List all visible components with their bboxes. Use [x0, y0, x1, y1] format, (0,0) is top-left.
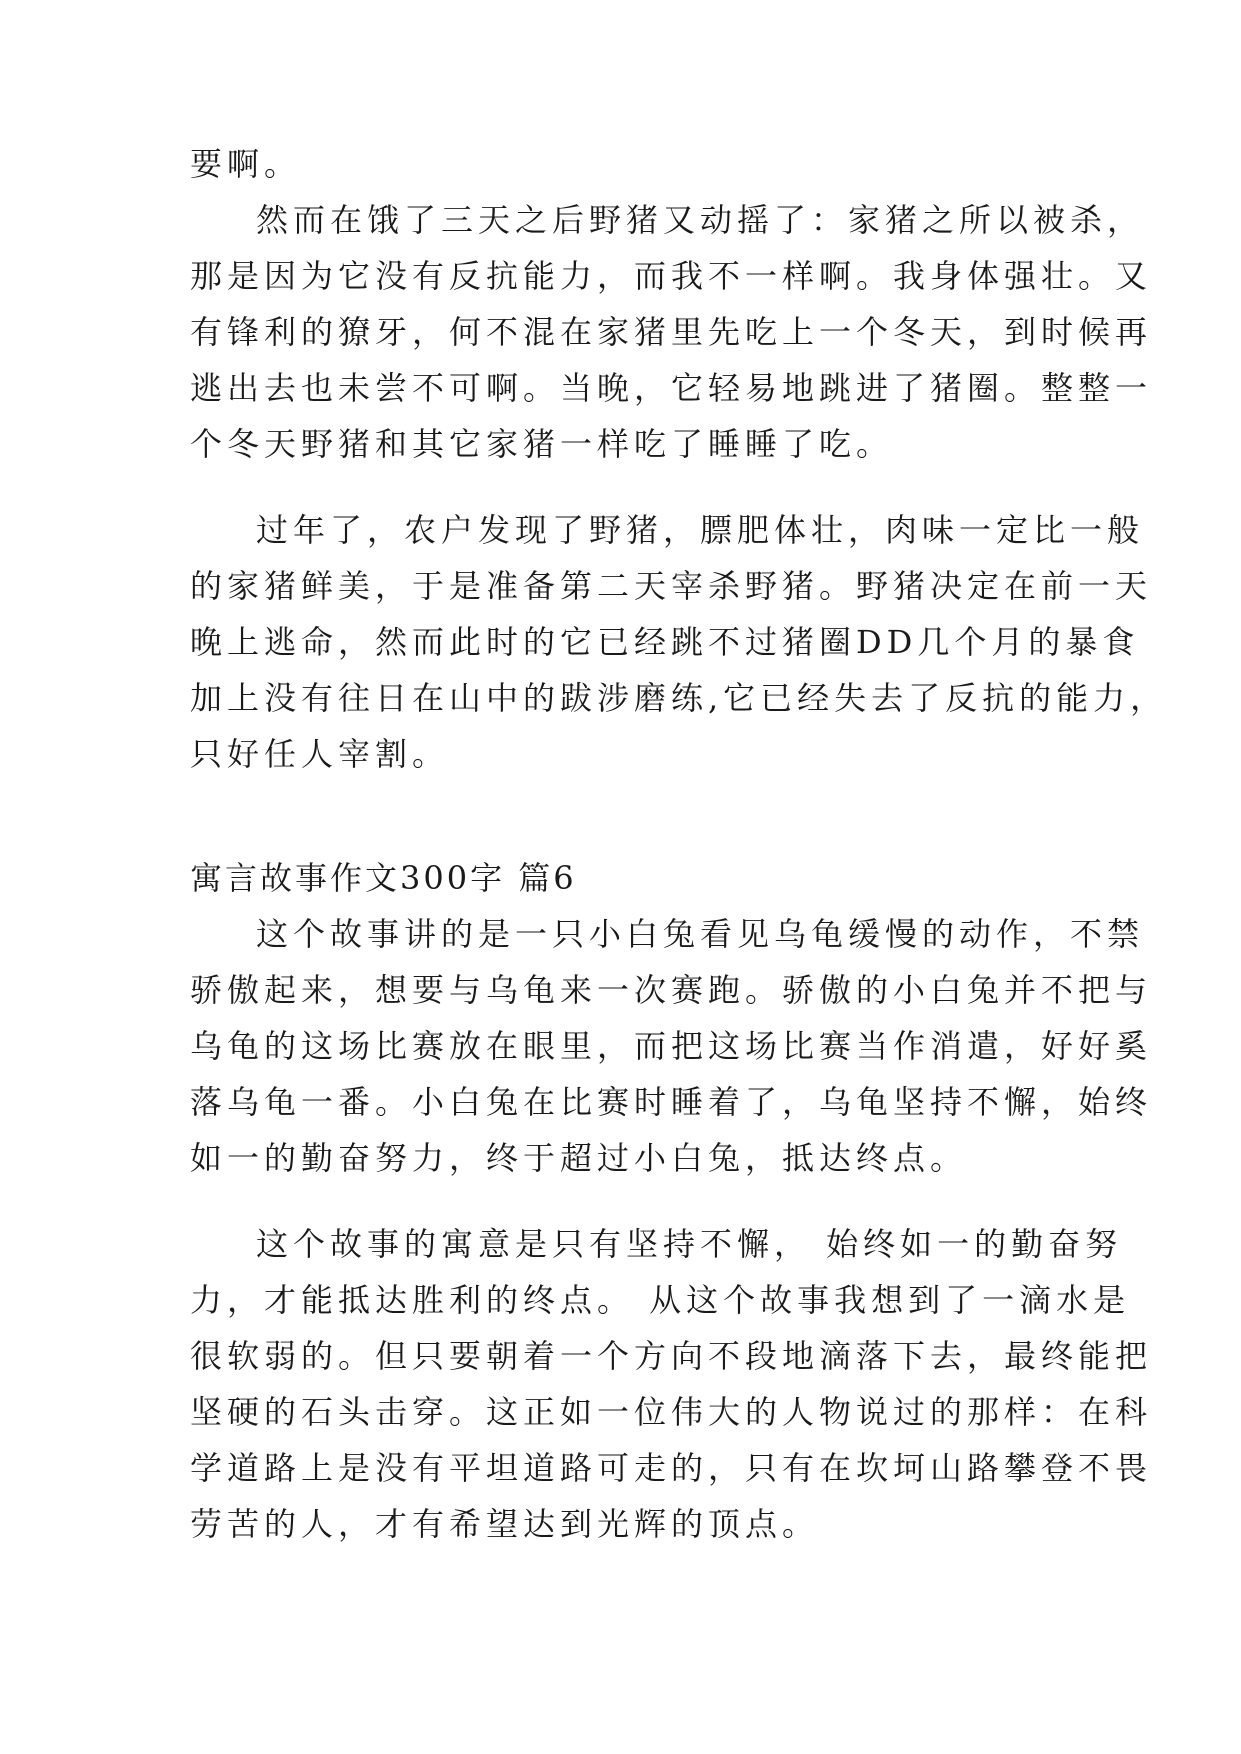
text-line: 的家猪鲜美，于是准备第二天宰杀野猪。野猪决定在前一天	[190, 567, 1153, 605]
text-line: 个冬天野猪和其它家猪一样吃了睡睡了吃。	[190, 425, 894, 463]
text-line: 只好任人宰割。	[190, 735, 450, 773]
text-line: 骄傲起来，想要与乌龟来一次赛跑。骄傲的小白兔并不把与	[190, 971, 1153, 1009]
text-line: 这个故事讲的是一只小白兔看见乌龟缓慢的动作，不禁	[256, 915, 1145, 953]
text-line: 那是因为它没有反抗能力，而我不一样啊。我身体强壮。又	[190, 257, 1153, 295]
text-line: 力，才能抵达胜利的终点。 从这个故事我想到了一滴水是	[190, 1281, 1131, 1319]
text-line: 劳苦的人，才有希望达到光辉的顶点。	[190, 1505, 820, 1543]
text-line: 如一的勤奋努力，终于超过小白兔，抵达终点。	[190, 1139, 968, 1177]
text-line: 很软弱的。但只要朝着一个方向不段地滴落下去，最终能把	[190, 1337, 1153, 1375]
text-line: 乌龟的这场比赛放在眼里，而把这场比赛当作消遣，好好奚	[190, 1027, 1153, 1065]
text-line: 过年了，农户发现了野猪，膘肥体壮，肉味一定比一般	[256, 511, 1145, 549]
text-line: 坚硬的石头击穿。这正如一位伟大的人物说过的那样：在科	[190, 1393, 1153, 1431]
text-line: 加上没有往日在山中的跋涉磨练,它已经失去了反抗的能力，	[190, 679, 1168, 717]
text-line: 要啊。	[190, 145, 302, 183]
text-line: 这个故事的寓意是只有坚持不懈， 始终如一的勤奋努	[256, 1225, 1123, 1263]
text-line: 学道路上是没有平坦道路可走的，只有在坎坷山路攀登不畏	[190, 1449, 1153, 1487]
text-line: 逃出去也未尝不可啊。当晚，它轻易地跳进了猪圈。整整一	[190, 369, 1153, 407]
text-line: 有锋利的獠牙，何不混在家猪里先吃上一个冬天，到时候再	[190, 313, 1153, 351]
text-line: 然而在饿了三天之后野猪又动摇了：家猪之所以被杀，	[256, 201, 1145, 239]
text-line: 落乌龟一番。小白兔在比赛时睡着了，乌龟坚持不懈，始终	[190, 1083, 1153, 1121]
text-line: 晚上逃命，然而此时的它已经跳不过猪圈DD几个月的暴食	[190, 623, 1140, 661]
section-heading: 寓言故事作文300字 篇6	[190, 859, 577, 897]
